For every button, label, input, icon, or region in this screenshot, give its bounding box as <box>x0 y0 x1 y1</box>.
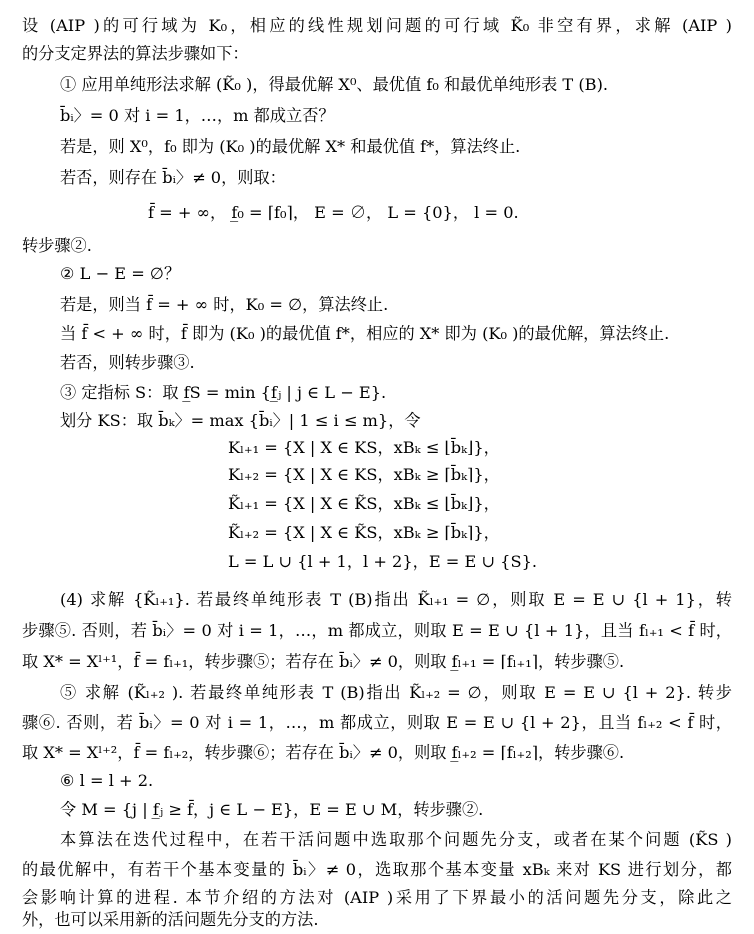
text-line: ② L − E = ∅？ <box>60 264 181 283</box>
text-line: 外，也可以采用新的活问题先分支的方法. <box>22 910 319 929</box>
text-line: 若否，则转步骤③. <box>60 353 195 372</box>
text-line: ① 应用单纯形法求解 (K̃₀ )，得最优解 X⁰、最优值 f₀ 和最优单纯形表 T (B). <box>60 75 609 94</box>
text-line: 取 X* = Xˡ⁺²，f̄ = fₗ₊₂，转步骤⑥；若存在 b̄ᵢ〉≠ 0，则取 f̲ₗ₊₂ = ⌈fₗ₊₂⌉，转步骤⑥. <box>22 743 625 762</box>
text-line: 取 X* = Xˡ⁺¹，f̄ = fₗ₊₁，转步骤⑤；若存在 b̄ᵢ〉≠ 0，则取 f̲ₗ₊₁ = ⌈fₗ₊₁⌉，转步骤⑤. <box>22 652 625 671</box>
text-line: 本算法在迭代过程中，在若干活问题中选取那个问题先分支，或者在某个问题 (K̃S ) <box>60 830 732 849</box>
text-line: ③ 定指标 S：取 f̲S = min {f̲ⱼ | j ∈ L − E}. <box>60 383 387 402</box>
text-line: (4) 求解 {K̃ₗ₊₁}. 若最终单纯形表 T (B)指出 K̃ₗ₊₁ = ∅，则取 E = E ∪ {l + 1}，转 <box>60 590 732 609</box>
text-line: 步骤⑤. 否则，若 b̄ᵢ〉= 0 对 i = 1，…，m 都成立，则取 E = E ∪ {l + 1}，且当 fₗ₊₁ < f̄ 时， <box>22 621 732 640</box>
text-line: 若是，则当 f̄ = + ∞ 时，K₀ = ∅，算法终止. <box>60 295 389 314</box>
text-line: 令 M = {j | f̲ⱼ ≥ f̄，j ∈ L − E}，E = E ∪ M，转步骤②. <box>60 800 484 819</box>
text-line: 的分支定界法的算法步骤如下： <box>22 44 249 63</box>
formula-line: f̄ = + ∞， f̲₀ = ⌈f₀⌉， E = ∅， L = {0}， l = 0. <box>148 203 519 222</box>
text-line: 当 f̄ < + ∞ 时，f̄ 即为 (K₀ )的最优值 f*，相应的 X* 即为 (K₀ )的最优解，算法终止. <box>60 324 670 343</box>
text-line: 划分 KS：取 b̄ₖ〉= max {b̄ᵢ〉| 1 ≤ i ≤ m}，令 <box>60 411 421 430</box>
text-line: 的最优解中，有若干个基本变量的 b̄ᵢ〉≠ 0，选取那个基本变量 xBₖ 来对 KS 进行划分，都 <box>22 860 732 879</box>
text-line: b̄ᵢ〉= 0 对 i = 1，…，m 都成立否？ <box>60 106 335 125</box>
formula-line: K̃ₗ₊₂ = {X | X ∈ K̃S，xBₖ ≥ ⌈b̄ₖ⌉}， <box>228 523 500 542</box>
text-line: 转步骤②. <box>22 236 92 255</box>
formula-line: L = L ∪ {l + 1，l + 2}，E = E ∪ {S}. <box>228 552 538 571</box>
formula-line: Kₗ₊₂ = {X | X ∈ KS，xBₖ ≥ ⌈b̄ₖ⌉}， <box>228 465 500 484</box>
text-line: 若否，则存在 b̄ᵢ〉≠ 0，则取： <box>60 168 286 187</box>
text-line: ⑥ l = l + 2. <box>60 771 154 790</box>
formula-line: K̃ₗ₊₁ = {X | X ∈ K̃S，xBₖ ≤ ⌊b̄ₖ⌋}， <box>228 494 500 513</box>
text-line: ⑤ 求解 (K̃ₗ₊₂ ). 若最终单纯形表 T (B)指出 K̃ₗ₊₂ = ∅，则取 E = E ∪ {l + 2}. 转步 <box>60 683 732 702</box>
text-line: 会影响计算的进程. 本节介绍的方法对 (AIP )采用了下界最小的活问题先分支，除此之 <box>22 888 732 907</box>
formula-line: Kₗ₊₁ = {X | X ∈ KS，xBₖ ≤ ⌊b̄ₖ⌋}， <box>228 438 500 457</box>
text-line: 若是，则 X⁰，f₀ 即为 (K₀ )的最优解 X* 和最优值 f*，算法终止. <box>60 137 521 156</box>
text-line: 设 (AIP )的可行域为 K₀，相应的线性规划问题的可行域 K̃₀ 非空有界，求解 (AIP ) <box>22 16 732 35</box>
text-line: 骤⑥. 否则，若 b̄ᵢ〉= 0 对 i = 1，…，m 都成立，则取 E = E ∪ {l + 2}，且当 fₗ₊₂ < f̄ 时， <box>22 713 732 732</box>
